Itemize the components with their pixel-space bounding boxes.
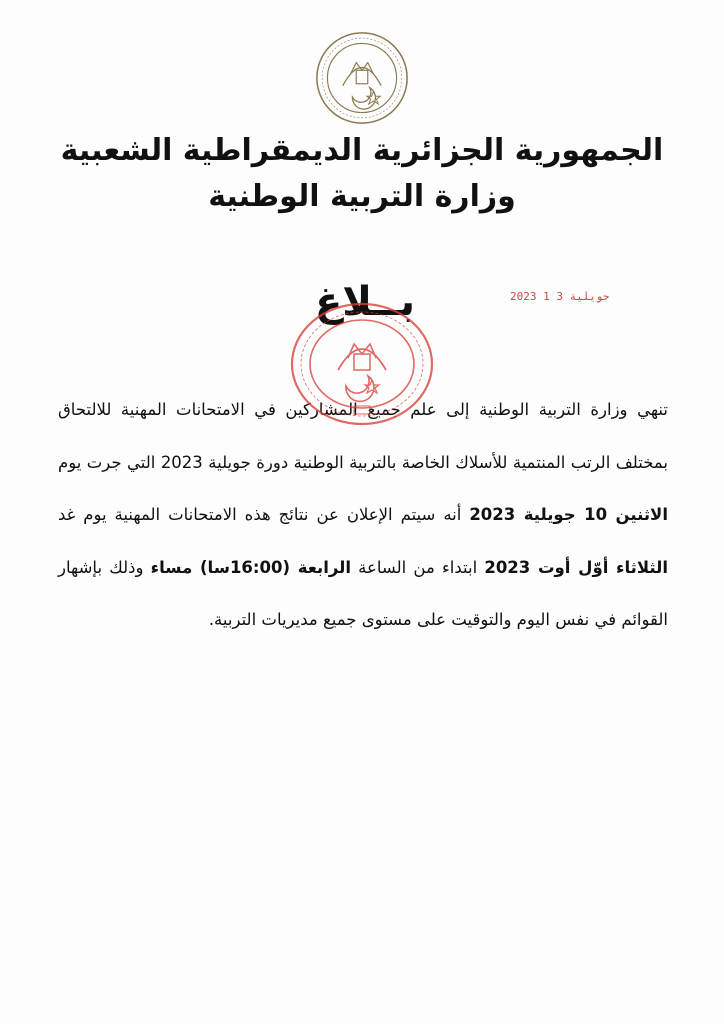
document-title: بــلاغ <box>314 279 416 325</box>
letterhead <box>0 128 724 220</box>
body-text-4: وذلك بإشهار القوائم في نفس اليوم والتوقيت على مستوى جميع مديريات التربية. <box>58 557 668 629</box>
ministry-name: وزارة التربية الوطنية <box>208 179 516 214</box>
body-text-3: ابتداء من الساعة <box>351 557 485 577</box>
body-text-2: أنه سيتم الإعلان عن نتائج هذه الامتحانات المهنية يوم غد <box>58 505 470 524</box>
body-text-1: تنهي وزارة التربية الوطنية إلى علم جميع المشاركين في الامتحانات المهنية للالتحاق بمختلف الرتب المنتمية للأسلاك الخاصة بالتربية الوطنية دورة جويلية 2023 التي جرت يوم <box>58 400 669 472</box>
official-seal-icon <box>288 300 436 428</box>
national-emblem-icon <box>314 30 410 126</box>
results-time: الرابعة (16:00سا) مساء <box>150 557 351 577</box>
date-stamp: 2023 جويلية 3 1 <box>510 290 610 303</box>
republic-name: الجمهورية الجزائرية الديمقراطية الشعبية <box>60 133 664 168</box>
exam-date: الاثنين 10 جويلية 2023 <box>469 505 668 524</box>
results-date: الثلاثاء أوّل أوت 2023 <box>484 557 668 577</box>
